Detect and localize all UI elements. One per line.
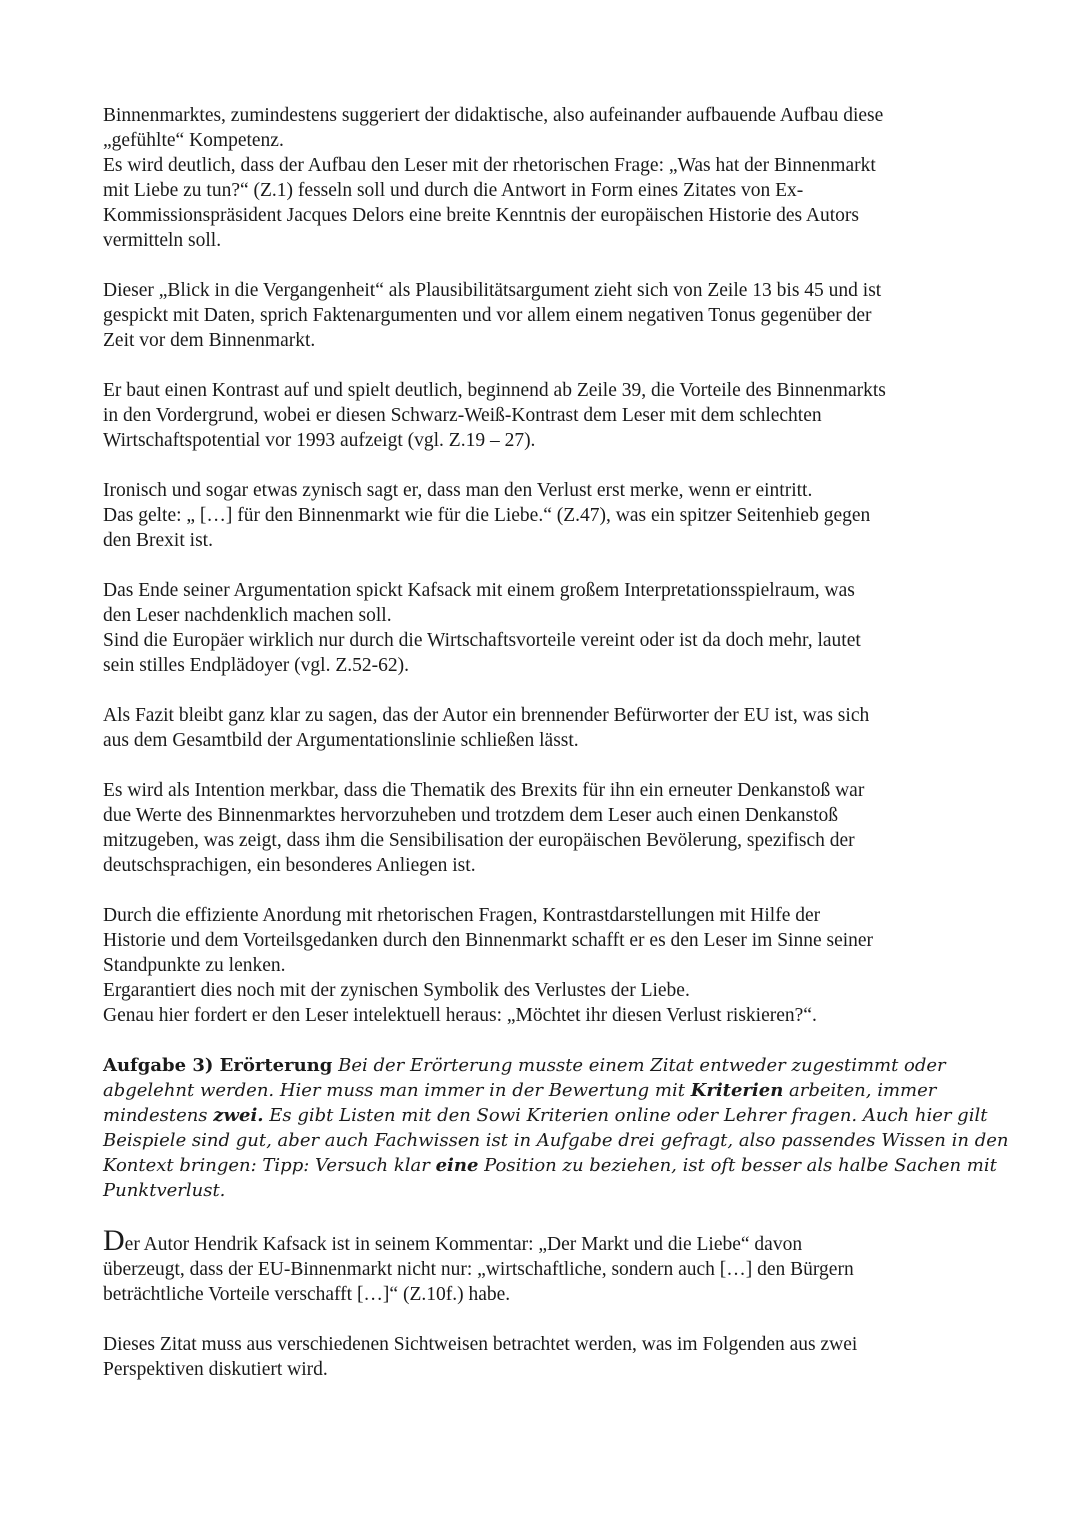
text-line: Kommissionspräsident Jacques Delors eine breite Kenntnis der europäischen Historie des Autors <box>103 205 859 226</box>
text-line: Punktverlust. <box>103 1180 226 1201</box>
task-instructions <box>103 1053 1009 1203</box>
emphasis-zwei: zwei. <box>213 1105 264 1126</box>
text-line: Ergarantiert dies noch mit der zynischen Symbolik des Verlustes der Liebe. <box>103 980 690 1001</box>
paragraph-summary <box>103 903 983 1028</box>
text-line: Beispiele sind gut, aber auch Fachwissen ist in Aufgabe drei gefragt, also passendes Wissen in den <box>103 1130 1009 1151</box>
text-line: Zeit vor dem Binnenmarkt. <box>103 330 316 351</box>
emphasis-eine: eine <box>435 1155 479 1176</box>
text-line: Der Autor Hendrik Kafsack ist in seinem Kommentar: „Der Markt und die Liebe“ davon <box>103 1224 803 1257</box>
text-line: aus dem Gesamtbild der Argumentationslinie schließen lässt. <box>103 730 579 751</box>
task-heading: Aufgabe 3) Erörterung <box>103 1055 333 1076</box>
text-line: den Brexit ist. <box>103 530 213 551</box>
text-line: Sind die Europäer wirklich nur durch die Wirtschaftsvorteile vereint oder ist da doch mehr, lautet <box>103 630 861 651</box>
paragraph-conclusion <box>103 703 983 753</box>
text-line: Das Ende seiner Argumentation spickt Kafsack mit einem großem Interpretationsspielraum, was <box>103 580 855 601</box>
document-page <box>103 103 1009 1382</box>
paragraph-argument-end <box>103 578 983 678</box>
paragraph-contrast <box>103 378 983 453</box>
text-line: überzeugt, dass der EU-Binnenmarkt nicht nur: „wirtschaftliche, sondern auch […] den Bürgern <box>103 1259 854 1280</box>
text-line: Wirtschaftspotential vor 1993 aufzeigt (vgl. Z.19 – 27). <box>103 430 536 451</box>
text-line: mitzugeben, was zeigt, dass ihm die Sensibilisation der europäischen Bevölerung, spezifisch der <box>103 830 855 851</box>
text-line: Das gelte: „ […] für den Binnenmarkt wie für die Liebe.“ (Z.47), was ein spitzer Seitenhieb gegen <box>103 505 871 526</box>
text-line: Ironisch und sogar etwas zynisch sagt er, dass man den Verlust erst merke, wenn er eintritt. <box>103 480 813 501</box>
text-line: Binnenmarktes, zumindestens suggeriert der didaktische, also aufeinander aufbauende Aufbau diese <box>103 105 884 126</box>
paragraph-essay-intro <box>103 1224 983 1307</box>
text-line: beträchtliche Vorteile verschafft […]“ (Z.10f.) habe. <box>103 1284 511 1305</box>
paragraph-perspectives <box>103 1332 983 1382</box>
text-line: mit Liebe zu tun?“ (Z.1) fesseln soll und durch die Antwort in Form eines Zitates von Ex- <box>103 180 804 201</box>
text-line: Als Fazit bleibt ganz klar zu sagen, das der Autor ein brennender Befürworter der EU ist, was sich <box>103 705 870 726</box>
paragraph-irony <box>103 478 983 553</box>
drop-cap: D <box>103 1224 125 1257</box>
paragraph-intention <box>103 778 983 878</box>
text-line: den Leser nachdenklich machen soll. <box>103 605 392 626</box>
text-line: Historie und dem Vorteilsgedanken durch den Binnenmarkt schafft er es den Leser im Sinne seiner <box>103 930 874 951</box>
text-line: Kontext bringen: Tipp: Versuch klar eine Position zu beziehen, ist oft besser als halbe Sachen mit <box>103 1155 997 1176</box>
text-line: vermitteln soll. <box>103 230 222 251</box>
text-line: Es wird deutlich, dass der Aufbau den Leser mit der rhetorischen Frage: „Was hat der Binnenmarkt <box>103 155 876 176</box>
text-line: Dieser „Blick in die Vergangenheit“ als Plausibilitätsargument zieht sich von Zeile 13 bis 45 und ist <box>103 280 882 301</box>
text-line: Perspektiven diskutiert wird. <box>103 1359 328 1380</box>
text-line: Er baut einen Kontrast auf und spielt deutlich, beginnend ab Zeile 39, die Vorteile des Binnenmarkts <box>103 380 886 401</box>
paragraph-past-view <box>103 278 983 353</box>
text-line: mindestens zwei. Es gibt Listen mit den Sowi Kriterien online oder Lehrer fragen. Auch hier gilt <box>103 1105 988 1126</box>
text-line: Genau hier fordert er den Leser intelektuell heraus: „Möchtet ihr diesen Verlust riskieren?“. <box>103 1005 817 1026</box>
text-line: Durch die effiziente Anordung mit rhetorischen Fragen, Kontrastdarstellungen mit Hilfe der <box>103 905 821 926</box>
text-line: Aufgabe 3) Erörterung Bei der Erörterung musste einem Zitat entweder zugestimmt oder <box>103 1055 946 1076</box>
text-line: deutschsprachigen, ein besonderes Anliegen ist. <box>103 855 476 876</box>
text-line: in den Vordergrund, wobei er diesen Schwarz-Weiß-Kontrast dem Leser mit dem schlechten <box>103 405 822 426</box>
paragraph-structure-analysis <box>103 103 983 253</box>
text-line: abgelehnt werden. Hier muss man immer in der Bewertung mit Kriterien arbeiten, immer <box>103 1080 937 1101</box>
text-line: gespickt mit Daten, sprich Faktenargumenten und vor allem einem negativen Tonus gegenüber der <box>103 305 872 326</box>
text-line: Es wird als Intention merkbar, dass die Thematik des Brexits für ihn ein erneuter Denkanstoß war <box>103 780 865 801</box>
text-line: „gefühlte“ Kompetenz. <box>103 130 284 151</box>
text-line: Standpunkte zu lenken. <box>103 955 286 976</box>
emphasis-kriterien: Kriterien <box>690 1080 784 1101</box>
text-line: due Werte des Binnenmarktes hervorzuheben und trotzdem dem Leser auch einen Denkanstoß <box>103 805 839 826</box>
text-line: sein stilles Endplädoyer (vgl. Z.52-62). <box>103 655 409 676</box>
text-line: Dieses Zitat muss aus verschiedenen Sichtweisen betrachtet werden, was im Folgenden aus zwei <box>103 1334 858 1355</box>
